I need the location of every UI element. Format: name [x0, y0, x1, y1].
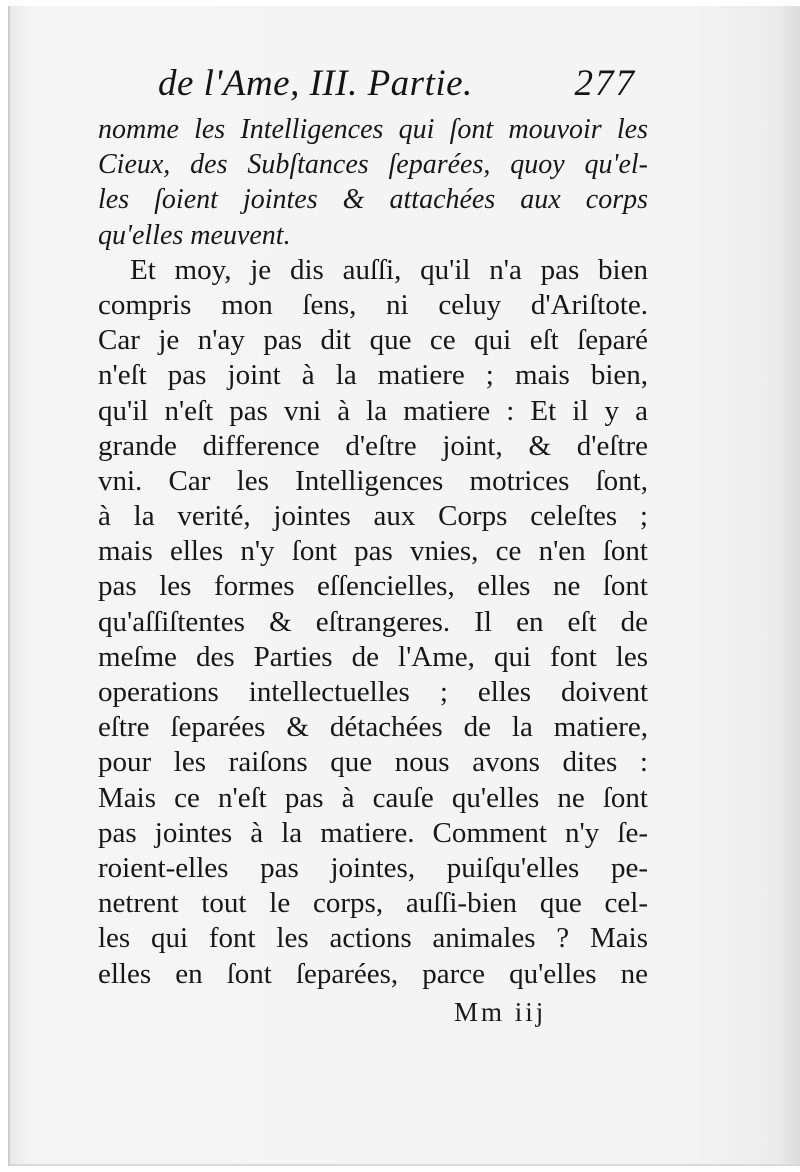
- text-line: operations intellectuelles ; elles doivent: [98, 676, 648, 708]
- text-line: pas jointes à la matiere. Comment n'y ſe-: [98, 816, 648, 849]
- body-text: [98, 112, 648, 992]
- running-head: de l'Ame, III. Partie.: [158, 63, 473, 104]
- text-line: les ſoient jointes & attachées aux corps: [98, 184, 648, 216]
- text-line: à la verité, jointes aux Corps celeſtes ;: [98, 500, 648, 533]
- text-line: mais elles n'y ſont pas vnies, ce n'en ſont: [98, 535, 648, 568]
- text-line: netrent tout le corps, auſſi-bien que cel-: [98, 887, 648, 920]
- text-line: Car je n'ay pas dit que ce qui eſt ſeparé: [98, 324, 648, 357]
- text-line: qu'elles meuvent.: [98, 219, 291, 251]
- text-line: nomme les Intelligences qui ſont mouvoir les: [98, 114, 648, 145]
- text-line: pour les raiſons que nous avons dites :: [98, 746, 648, 779]
- text-line: meſme des Parties de l'Ame, qui font les: [98, 640, 648, 673]
- signature-mark: Mm iij: [454, 997, 547, 1027]
- text-line: Mais ce n'eſt pas à cauſe qu'elles ne ſont: [98, 781, 648, 814]
- text-line: pas les formes eſſencielles, elles ne ſont: [98, 570, 648, 603]
- text-line: Et moy, je dis auſſi, qu'il n'a pas bien: [130, 253, 648, 286]
- text-line: vni. Car les Intelligences motrices ſont,: [98, 464, 648, 497]
- text-line: qu'il n'eſt pas vni à la matiere : Et il y a: [98, 394, 648, 427]
- text-line: eſtre ſeparées & détachées de la matiere,: [98, 711, 648, 744]
- text-line: les qui font les actions animales ? Mais: [98, 922, 648, 955]
- text-line: Cieux, des Subſtances ſeparées, quoy qu'el-: [98, 149, 648, 181]
- text-line: compris mon ſens, ni celuy d'Ariſtote.: [98, 288, 648, 321]
- text-line: elles en ſont ſeparées, parce qu'elles ne: [98, 957, 648, 990]
- italic-quotation: [98, 112, 648, 253]
- text-line: grande difference d'eſtre joint, & d'eſtre: [98, 429, 648, 462]
- text-line: roient-elles pas jointes, puiſqu'elles pe-: [98, 851, 648, 884]
- paragraph: [98, 253, 648, 992]
- text-line: n'eſt pas joint à la matiere ; mais bien,: [98, 359, 648, 392]
- page-header: [158, 62, 636, 110]
- page-number: 277: [574, 63, 636, 104]
- text-line: qu'aſſiſtentes & eſtrangeres. Il en eſt de: [98, 605, 648, 638]
